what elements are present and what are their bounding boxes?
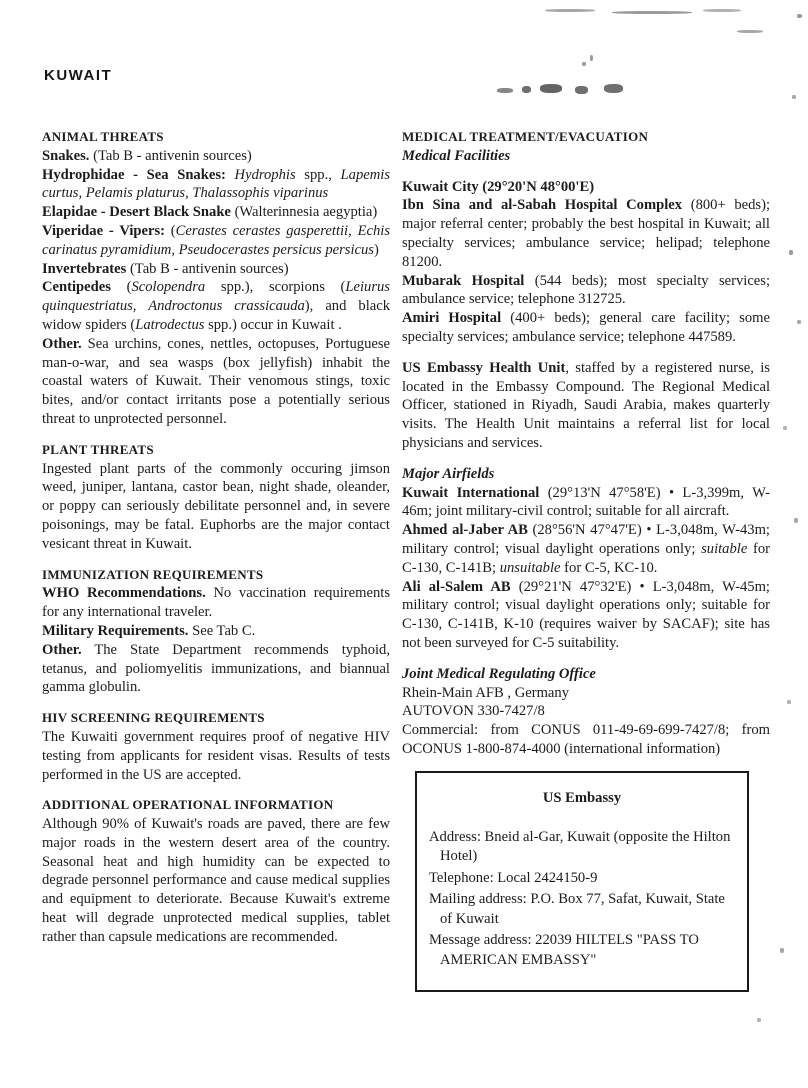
text-run: Commercial: from CONUS 011-49-69-699-7427/8; from OCONUS 1-800-874-4000 (international information) <box>402 722 770 757</box>
paragraph <box>42 460 390 554</box>
section-subheading: Joint Medical Regulating Office <box>402 665 596 682</box>
text-run: unsuitable <box>499 559 561 576</box>
paragraph <box>42 260 390 279</box>
paragraph-group <box>42 147 390 429</box>
text-run: The Kuwaiti government requires proof of negative HIV testing from applicants for resident visas. Results of tests performed in the US are accepted. <box>42 728 390 783</box>
text-run: Hydrophidae - Sea Snakes: <box>42 166 226 183</box>
text-run: Ali al-Salem AB <box>402 578 511 595</box>
paragraph-group <box>42 460 390 554</box>
document-section <box>402 465 770 653</box>
paragraph <box>42 147 390 166</box>
text-run: ( <box>110 279 132 296</box>
text-run: Sea urchins, cones, nettles, octopuses, Portuguese man-o-war, and sea wasps (box jellyfish) inhabit the coastal waters of Kuwait. Their venomous stings, toxic bites, and/or contact irritants pose a potentially serious threat to unprotected personnel. <box>42 335 390 427</box>
paragraph-group <box>42 728 390 784</box>
text-run: Lapemis curtus, Pelamis platurus, Thalassophis viparinus <box>42 166 390 202</box>
paragraph <box>42 335 390 429</box>
section-subheading: Medical Facilities <box>402 147 511 164</box>
text-run: ) <box>373 241 379 258</box>
paragraph <box>42 203 390 222</box>
text-run: (Tab B - antivenin sources) <box>126 260 289 277</box>
paragraph <box>402 484 770 522</box>
paragraph <box>402 196 770 271</box>
paragraph <box>402 578 770 653</box>
text-run: ( <box>164 222 176 239</box>
text-run: , staffed by a registered nurse, is located in the Embassy Compound. The Regional Medical Officer, stationed in Riyadh, Saudi Arabia, makes quarterly visits. The Health Unit maintains a referral list for local physicians and services. <box>402 359 770 451</box>
text-run: Leiurus quinquestriatus, Androctonus crassicauda <box>42 279 390 315</box>
section-heading: ANIMAL THREATS <box>42 129 164 144</box>
paragraph <box>42 166 390 204</box>
document-section <box>42 566 390 698</box>
text-run: Although 90% of Kuwait's roads are paved, there are few major roads in the western desert area of the country. Seasonal heat and high humidity can be expected to degrade personnel performance and cause medical supplies and equipment to deteriorate. Because Kuwait's extreme heat will degrade unprotected medical supplies, tablet rather than capsule medications are recommended. <box>42 816 390 945</box>
text-run: (400+ beds); general care facility; some specialty services; ambulance service; telephone 447589. <box>402 310 770 345</box>
text-run: Ingested plant parts of the commonly occuring jimson weed, juniper, lantana, castor bean, night shade, oleander, or poppy can seriously debilitate personnel and, in severe poisonings, may be fatal. Euphorbs are the major contact vesicant threat in Kuwait. <box>42 460 390 552</box>
text-run: (29°13'N 47°58'E) • L-3,399m, W-46m; joint military-civil control; suitable for all aircraft. <box>402 484 770 520</box>
section-subheading: Major Airfields <box>402 465 495 482</box>
paragraph-group <box>402 178 770 347</box>
text-run: (544 beds); most specialty services; ambulance service; telephone 312725. <box>402 272 771 308</box>
paragraph <box>402 702 770 721</box>
paragraph-group <box>42 584 390 697</box>
paragraph <box>42 728 390 784</box>
document-section <box>42 128 390 429</box>
text-run: Scolopendra <box>131 279 206 296</box>
text-run: Amiri Hospital <box>402 310 502 327</box>
paragraph <box>42 584 390 622</box>
text-run: Military Requirements. <box>42 622 189 639</box>
paragraph <box>42 278 390 334</box>
section-heading: HIV SCREENING REQUIREMENTS <box>42 710 265 726</box>
text-run: suitable <box>701 540 748 557</box>
text-run: Rhein-Main AFB , Germany <box>402 684 570 701</box>
embassy-box-line: Mailing address: P.O. Box 77, Safat, Kuwait, State of Kuwait <box>429 891 725 927</box>
text-run: Kuwait International <box>402 484 540 501</box>
text-run: spp., <box>295 166 341 183</box>
paragraph <box>402 309 770 347</box>
text-run: (Walterinnesia aegyptia) <box>230 204 378 221</box>
embassy-box-line: Address: Bneid al-Gar, Kuwait (opposite the Hilton Hotel) <box>429 828 731 864</box>
paragraph <box>42 222 390 260</box>
document-section <box>42 709 390 784</box>
embassy-box-title: US Embassy <box>542 789 622 806</box>
text-run: Ahmed al-Jaber AB <box>402 522 528 539</box>
embassy-box-line: Message address: 22039 HILTELS "PASS TO AMERICAN EMBASSY" <box>429 932 699 968</box>
text-run: AUTOVON 330-7427/8 <box>402 703 545 720</box>
text-run: (Tab B - antivenin sources) <box>89 147 252 164</box>
paragraph <box>402 272 770 310</box>
document-section <box>42 796 390 946</box>
text-run: See Tab C. <box>188 622 256 639</box>
document-section <box>402 665 770 759</box>
text-run: Mubarak Hospital <box>402 272 525 289</box>
paragraph <box>42 641 390 697</box>
paragraph-group <box>402 359 770 453</box>
paragraph <box>402 359 770 453</box>
us-embassy-box <box>415 771 749 992</box>
section-heading: ADDITIONAL OPERATIONAL INFORMATION <box>42 797 334 813</box>
paragraph <box>42 622 390 641</box>
paragraph <box>402 684 770 703</box>
text-run: (28°56'N 47°47'E) • L-3,048m, W-43m; military control; visual daylight operations only; <box>402 522 770 557</box>
text-run: Centipedes <box>42 279 111 296</box>
paragraph-group <box>402 484 770 653</box>
paragraph-group <box>42 815 390 947</box>
text-run: The State Department recommends typhoid, tetanus, and poliomyelitis immunizations, and biannual gamma globulin. <box>42 641 390 696</box>
text-run: Invertebrates <box>42 260 127 277</box>
page-title: KUWAIT <box>44 67 113 84</box>
text-run: for C-130, C-141B; <box>402 540 770 576</box>
paragraph <box>42 815 390 947</box>
text-run: spp.), scorpions ( <box>205 279 346 296</box>
text-run: Snakes. <box>42 147 90 164</box>
document-section <box>42 441 390 554</box>
paragraph <box>402 521 770 577</box>
text-run: Kuwait City (29°20'N 48°00'E) <box>402 178 595 195</box>
text-run: No vaccination requirements for any international traveler. <box>42 585 390 621</box>
paragraph <box>402 178 770 197</box>
embassy-box-line: Telephone: Local 2424150-9 <box>429 869 598 886</box>
section-heading: PLANT THREATS <box>42 441 154 457</box>
left-column <box>42 128 390 959</box>
text-run: Cerastes cerastes gasperettii, Echis carinatus pyramidium, Pseudocerastes persicus persicus <box>42 222 390 258</box>
paragraph <box>402 721 770 759</box>
document-section <box>402 128 770 453</box>
text-run <box>226 167 235 183</box>
text-run: (800+ beds); major referral center; probably the best hospital in Kuwait; all specialty services; ambulance service; helipad; telephone 81200. <box>402 197 770 270</box>
paragraph-group <box>402 684 770 759</box>
text-run: for C-5, KC-10. <box>560 559 658 576</box>
text-run: Viperidae - Vipers: <box>42 222 165 239</box>
text-run: Other. <box>42 335 82 352</box>
text-run: Latrodectus <box>135 316 205 333</box>
text-run: Ibn Sina and al-Sabah Hospital Complex <box>402 197 683 214</box>
text-run: spp.) occur in Kuwait . <box>204 316 342 333</box>
text-run: Hydrophis <box>234 166 296 183</box>
text-run: Elapidae - Desert Black Snake <box>42 204 231 221</box>
text-run: Other. <box>42 641 82 658</box>
section-heading: MEDICAL TREATMENT/EVACUATION <box>402 129 649 144</box>
text-run: US Embassy Health Unit <box>402 359 566 376</box>
section-heading: IMMUNIZATION REQUIREMENTS <box>42 566 264 582</box>
text-run: ), and black widow spiders ( <box>42 298 390 333</box>
right-column <box>402 128 770 992</box>
text-run: WHO Recommendations. <box>42 585 206 602</box>
text-run: (29°21'N 47°32'E) • L-3,048m, W-45m; military control; visual daylight operations only; suitable for C-130, C-141B, K-10 (requires waiver by SACAF); site has not been surveyed for C-5 suitability. <box>402 578 770 651</box>
